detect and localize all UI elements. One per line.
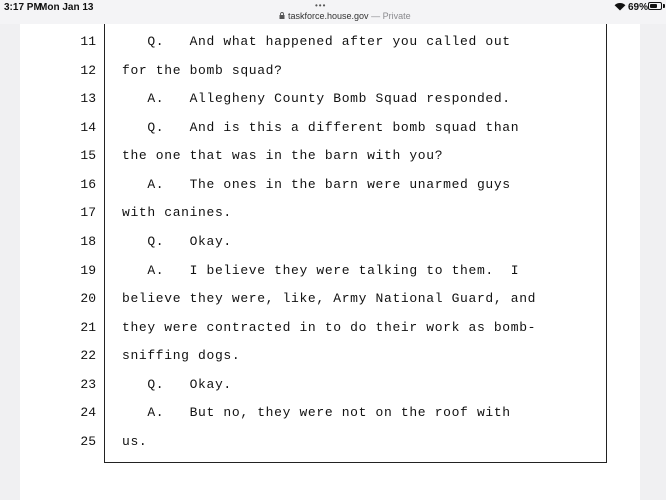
line-number: 12 xyxy=(80,63,96,78)
line-number: 22 xyxy=(80,348,96,363)
transcript-line: Q. And what happened after you called out xyxy=(122,34,511,49)
url-domain: taskforce.house.gov xyxy=(288,11,369,21)
status-date: Mon Jan 13 xyxy=(39,2,94,13)
battery-fill xyxy=(650,4,657,8)
line-number: 16 xyxy=(80,177,96,192)
transcript-line: for the bomb squad? xyxy=(122,63,283,78)
line-number: 15 xyxy=(80,148,96,163)
line-number: 23 xyxy=(80,377,96,392)
battery-icon xyxy=(648,2,662,10)
transcript-line: us. xyxy=(122,434,148,449)
transcript-line: sniffing dogs. xyxy=(122,348,241,363)
transcript-line: Q. Okay. xyxy=(122,377,232,392)
line-number: 14 xyxy=(80,120,96,135)
line-number: 17 xyxy=(80,205,96,220)
line-number: 20 xyxy=(80,291,96,306)
line-number: 18 xyxy=(80,234,96,249)
status-bar xyxy=(0,0,666,24)
address-bar[interactable] xyxy=(288,11,411,21)
transcript-line: believe they were, like, Army National Guard, and xyxy=(122,291,537,306)
status-time: 3:17 PM xyxy=(4,2,42,13)
line-number: 13 xyxy=(80,91,96,106)
line-number: 19 xyxy=(80,263,96,278)
private-label: — Private xyxy=(371,11,411,21)
transcript-line: A. Allegheny County Bomb Squad responded. xyxy=(122,91,511,106)
battery-nub xyxy=(663,4,665,8)
transcript-line: they were contracted in to do their work as bomb- xyxy=(122,320,537,335)
transcript-line: Q. Okay. xyxy=(122,234,232,249)
line-number: 21 xyxy=(80,320,96,335)
line-number: 24 xyxy=(80,405,96,420)
transcript-line: the one that was in the barn with you? xyxy=(122,148,444,163)
battery-percent: 69% xyxy=(628,2,649,13)
lock-icon xyxy=(279,12,285,19)
more-dots-icon[interactable]: ••• xyxy=(315,1,327,10)
wifi-icon xyxy=(614,2,626,11)
transcript-line: A. The ones in the barn were unarmed guys xyxy=(122,177,511,192)
transcript-line: with canines. xyxy=(122,205,232,220)
line-number: 11 xyxy=(80,34,96,49)
transcript-line: Q. And is this a different bomb squad than xyxy=(122,120,520,135)
transcript-line: A. But no, they were not on the roof with xyxy=(122,405,511,420)
transcript-line: A. I believe they were talking to them. I xyxy=(122,263,520,278)
line-number: 25 xyxy=(80,434,96,449)
